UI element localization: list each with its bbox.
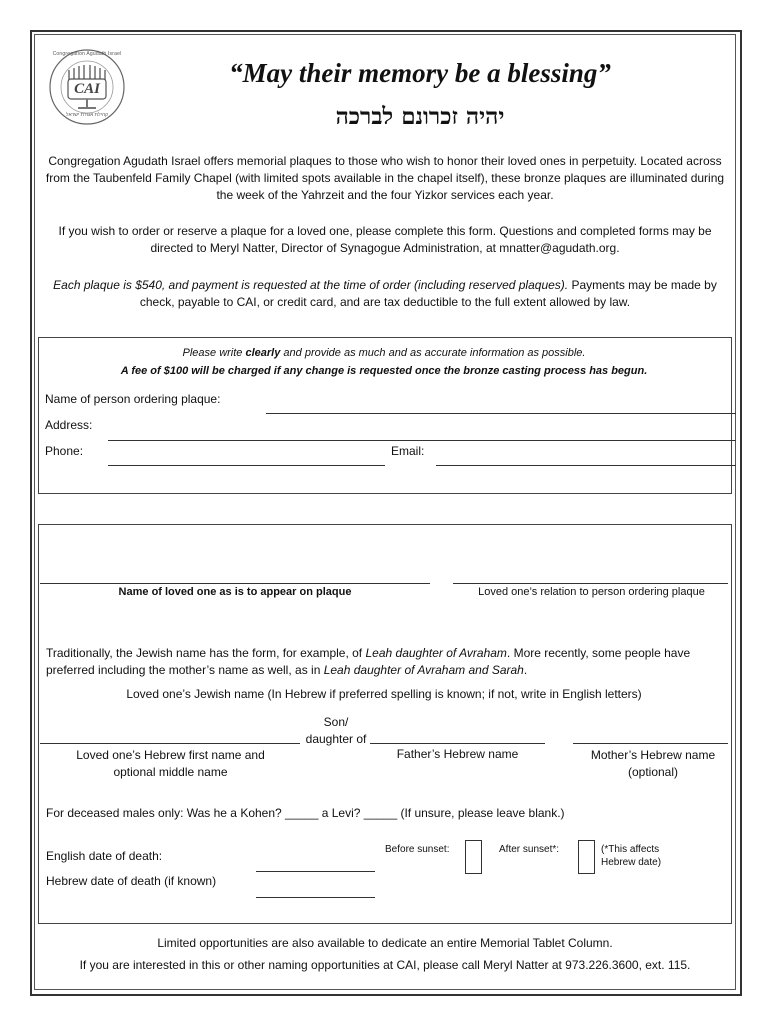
trad-pre: Traditionally, the Jewish name has the form, for example, of bbox=[46, 646, 366, 660]
hebrew-first-name-label: Loved one’s Hebrew first name and optional middle name bbox=[76, 748, 265, 779]
plaque-name-label: Name of loved one as is to appear on plaque bbox=[118, 586, 352, 598]
payment-statement: Payments may be made by check, payable to CAI, or credit card, and are tax deductible to the full extent allowed by law. bbox=[139, 278, 717, 309]
hebrew-date-label: Hebrew date of death (if known) bbox=[46, 874, 217, 888]
hebrew-title: יהיה זכרונם לברכה bbox=[335, 103, 505, 130]
change-fee-note: A fee of $100 will be charged if any change is requested once the bronze casting process has begun. bbox=[120, 365, 648, 377]
english-date-field[interactable] bbox=[256, 871, 375, 872]
kohen-levi-question: For deceased males only: Was he a Kohen? _____ a Levi? _____ (If unsure, please leave blank.) bbox=[46, 806, 565, 820]
intro-paragraph-2: If you wish to order or reserve a plaque for a loved one, please complete this form. Questions and completed forms may be directed to Meryl Natter, Director of Synagogue Administration, at mnatter@agudath.org. bbox=[58, 224, 712, 255]
note-post: and provide as much and as accurate information as possible. bbox=[280, 347, 586, 359]
phone-label: Phone: bbox=[45, 444, 84, 458]
hebrew-first-name-field[interactable] bbox=[40, 743, 300, 744]
intro-paragraph-3 bbox=[40, 277, 730, 311]
orderer-section bbox=[38, 337, 732, 494]
before-sunset-checkbox[interactable] bbox=[465, 840, 482, 874]
note-pre: Please write bbox=[182, 347, 246, 359]
phone-field[interactable] bbox=[108, 465, 385, 466]
father-name-label: Father’s Hebrew name bbox=[396, 747, 519, 761]
mother-name-field[interactable] bbox=[573, 743, 728, 744]
traditional-name-explanation bbox=[46, 645, 724, 679]
relation-label: Loved one’s relation to person ordering plaque bbox=[478, 586, 705, 598]
write-clearly-note bbox=[40, 347, 728, 359]
address-label: Address: bbox=[45, 418, 93, 432]
cai-logo bbox=[48, 48, 126, 126]
trad-mid: . More recently, some people have preferred including the mother’s name as well, as in bbox=[46, 646, 691, 677]
footer-line-2: If you are interested in this or other naming opportunities at CAI, please call Meryl Natter at 973.226.3600, ext. 115. bbox=[79, 958, 691, 972]
orderer-name-label: Name of person ordering plaque: bbox=[45, 392, 221, 406]
jewish-name-label: Loved one’s Jewish name (In Hebrew if preferred spelling is known; if not, write in English letters) bbox=[126, 687, 642, 701]
email-label: Email: bbox=[391, 444, 425, 458]
logo-initials: CAI bbox=[74, 81, 100, 97]
logo-hebrew-text: קהילת אגודת ישראל bbox=[65, 112, 109, 118]
page-title: “May their memory be a blessing” bbox=[229, 58, 611, 88]
address-field[interactable] bbox=[108, 440, 736, 441]
email-field[interactable] bbox=[436, 465, 736, 466]
hebrew-date-field[interactable] bbox=[256, 897, 375, 898]
after-sunset-label: After sunset*: bbox=[499, 844, 560, 855]
trad-example-1: Leah daughter of Avraham bbox=[365, 646, 507, 660]
english-date-label: English date of death: bbox=[46, 849, 163, 863]
footer-line-1: Limited opportunities are also available to dedicate an entire Memorial Tablet Column. bbox=[157, 936, 613, 950]
relation-field[interactable] bbox=[453, 583, 728, 584]
orderer-name-field[interactable] bbox=[266, 413, 736, 414]
trad-end: . bbox=[523, 663, 528, 677]
hebrew-date-note: (*This affects Hebrew date) bbox=[601, 844, 662, 868]
father-name-field[interactable] bbox=[370, 743, 545, 744]
intro-paragraph-1: Congregation Agudath Israel offers memorial plaques to those who wish to honor their loved ones in perpetuity. Located across from the Taubenfeld Family Chapel (with limited spots available in the chapel itself), these bronze plaques are illuminated during the week of the Yahrzeit and the four Yizkor services each year. bbox=[45, 154, 725, 202]
after-sunset-checkbox[interactable] bbox=[578, 840, 595, 874]
trad-example-2: Leah daughter of Avraham and Sarah bbox=[323, 663, 524, 677]
son-daughter-of-label: Son/ daughter of bbox=[305, 715, 367, 746]
note-bold: clearly bbox=[245, 347, 281, 359]
mother-name-label: Mother’s Hebrew name (optional) bbox=[590, 748, 716, 779]
price-statement: Each plaque is $540, and payment is requested at the time of order (including reserved plaques). bbox=[53, 278, 569, 292]
plaque-name-field[interactable] bbox=[40, 583, 430, 584]
logo-ring-text: Congregation Agudath Israel bbox=[52, 51, 122, 57]
before-sunset-label: Before sunset: bbox=[385, 844, 450, 855]
